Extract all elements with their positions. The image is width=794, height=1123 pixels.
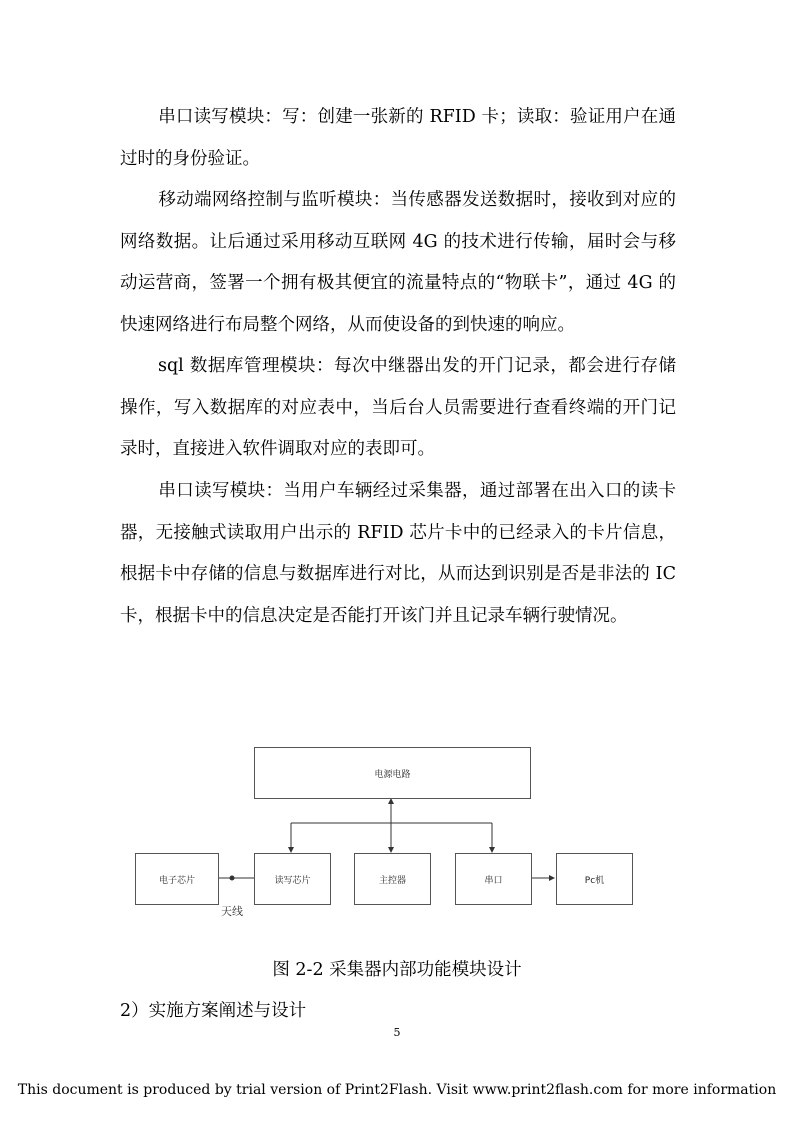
paragraph-sql-database [120, 346, 676, 471]
trial-footer: This document is produced by trial version of Print2Flash. Visit www.print2flash.com for more information [17, 1082, 777, 1098]
page-number: 5 [393, 1026, 401, 1039]
section-heading: 2）实施方案阐述与设计 [120, 1001, 307, 1021]
paragraph-serial-rw-1 [120, 97, 676, 180]
rw-chip-label: 读写芯片 [274, 875, 311, 886]
power-circuit-box [254, 747, 531, 799]
paragraph-text: sql 数据库管理模块：每次中继器出发的开门记录，都会进行存储操作，写入数据库的对应表中，当后台人员需要进行查看终端的开门记录时，直接进入软件调取对应的表即可。 [120, 356, 676, 459]
paragraph-serial-rw-2 [120, 471, 676, 637]
rw-chip-box [254, 853, 331, 905]
controller-label: 主控器 [378, 875, 406, 886]
paragraph-mobile-network [120, 180, 676, 346]
power-circuit-label: 电源电路 [374, 769, 411, 780]
antenna-dot [230, 876, 235, 881]
paragraph-text: 移动端网络控制与监听模块：当传感器发送数据时，接收到对应的网络数据。让后通过采用移动互联网 4G 的技术进行传输，届时会与移动运营商，签署一个拥有极其便宜的流量特点的“物联卡”，通过 4G 的快速网络进行布局整个网络，从而使设备的到快速的响应。 [120, 190, 676, 335]
figure-caption: 图 2-2 采集器内部功能模块设计 [272, 960, 522, 980]
paragraph-text: 串口读写模块：当用户车辆经过采集器，通过部署在出入口的读卡器，无接触式读取用户出示的 RFID 芯片卡中的已经录入的卡片信息，根据卡中存储的信息与数据库进行对比，从而达到识别是否是非法的 IC 卡，根据卡中的信息决定是否能打开该门并且记录车辆行驶情况。 [120, 481, 676, 626]
antenna-label: 天线 [221, 905, 243, 918]
pc-label: Pc机 [584, 875, 605, 886]
electronic-chip-label: 电子芯片 [158, 875, 195, 886]
pc-box [556, 853, 633, 905]
serial-port-label: 串口 [484, 875, 503, 886]
paragraph-text: 串口读写模块：写：创建一张新的 RFID 卡；读取：验证用户在通过时的身份验证。 [120, 107, 676, 169]
controller-box [354, 853, 431, 905]
serial-port-box [455, 853, 532, 905]
electronic-chip-box [135, 853, 219, 905]
